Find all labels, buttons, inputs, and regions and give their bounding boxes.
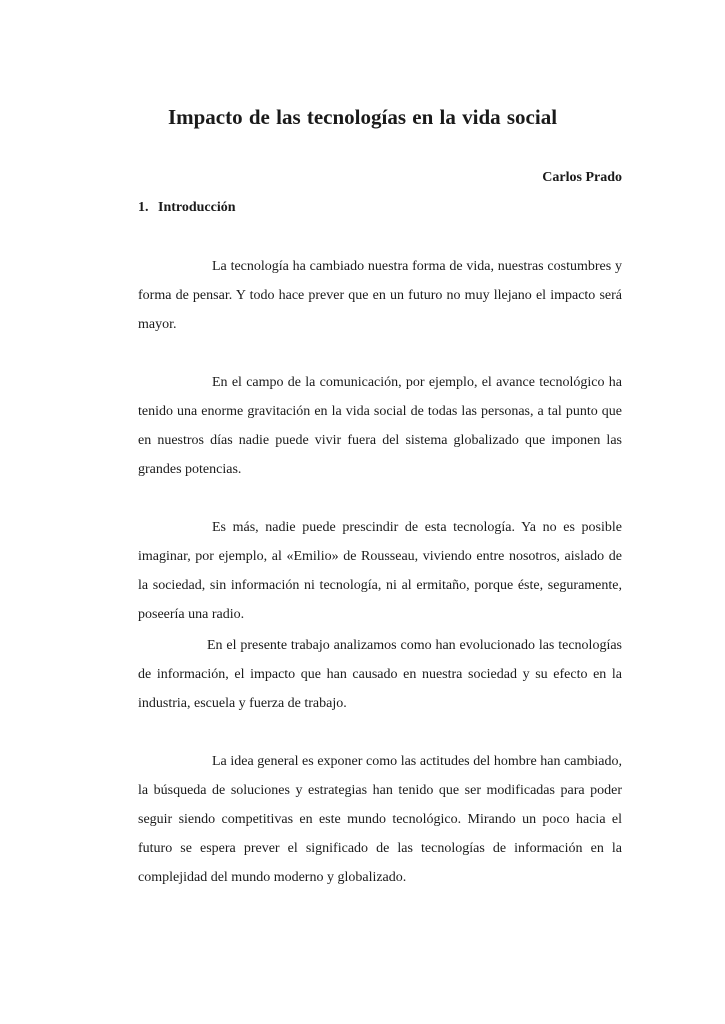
section-heading <box>138 198 236 218</box>
paragraph-1: La tecnología ha cambiado nuestra forma de vida, nuestras costumbres y forma de pensar. Y todo hace prever que en un futuro no muy llejano el impacto será mayor. <box>138 259 622 332</box>
document-title: Impacto de las tecnologías en la vida social <box>167 105 558 129</box>
paragraph-4: En el presente trabajo analizamos como han evolucionado las tecnologías de información, el impacto que han causado en nuestra sociedad y su efecto en la industria, escuela y fuerza de trabajo. <box>138 638 622 711</box>
author-name: Carlos Prado <box>542 170 622 185</box>
section-title: Introducción <box>158 200 236 215</box>
paragraph-3: Es más, nadie puede prescindir de esta tecnología. Ya no es posible imaginar, por ejemplo, al «Emilio» de Rousseau, viviendo entre nosotros, aislado de la sociedad, sin información ni tecnología, ni al ermitaño, porque éste, seguramente, poseería una radio. <box>138 520 622 622</box>
section-number: 1. <box>138 200 149 215</box>
paragraph-2: En el campo de la comunicación, por ejemplo, el avance tecnológico ha tenido una enorme gravitación en la vida social de todas las personas, a tal punto que en nuestros días nadie puede vivir fuera del sistema globalizado que imponen las grandes potencias. <box>138 375 622 477</box>
paragraph-5: La idea general es exponer como las actitudes del hombre han cambiado, la búsqueda de soluciones y estrategias han tenido que ser modificadas para poder seguir siendo competitivas en este mundo tecnológico. Mirando un poco hacia el futuro se espera prever el significado de las tecnologías de información en la complejidad del mundo moderno y globalizado. <box>138 754 622 885</box>
